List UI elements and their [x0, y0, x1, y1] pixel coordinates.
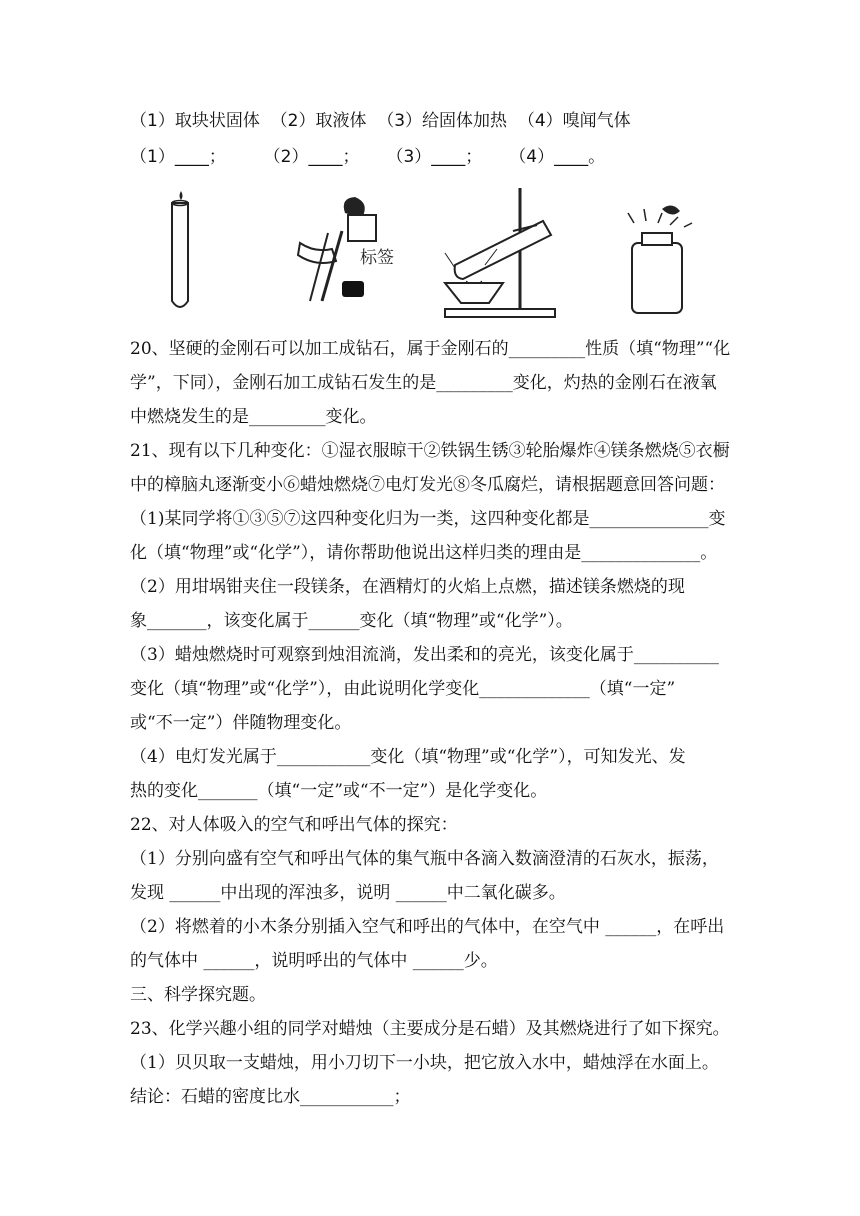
smelling-gas-figure — [600, 183, 720, 323]
q19-figures — [130, 183, 730, 323]
q22-line-4: （2）将燃着的小木条分别插入空气和呼出的气体中，在空气中 ______，在呼出 — [130, 917, 725, 937]
q21-line-1: 21、现有以下几种变化：①湿衣服晾干②铁锅生锈③轮胎爆炸④镁条燃烧⑤衣橱 — [130, 441, 730, 461]
q23-line-1: 23、化学兴趣小组的同学对蜡烛（主要成分是石蜡）及其燃烧进行了如下探究。 — [130, 1019, 730, 1039]
q19-operations: （1）取块状固体 （2）取液体 （3）给固体加热 （4）嗅闻气体 — [130, 111, 631, 131]
q21-line-5: （2）用坩埚钳夹住一段镁条，在酒精灯的火焰上点燃，描述镁条燃烧的现 — [130, 577, 685, 597]
q23-line-2: （1）贝贝取一支蜡烛，用小刀切下一小块，把它放入水中，蜡烛浮在水面上。 — [130, 1053, 719, 1073]
pouring-liquid-figure — [270, 183, 430, 318]
section-3-heading: 三、科学探究题。 — [130, 985, 266, 1005]
q21-line-6: 象_______，该变化属于______变化（填“物理”或“化学”）。 — [130, 611, 573, 631]
q21-line-10: （4）电灯发光属于___________变化（填“物理”或“化学”），可知发光、发 — [130, 747, 686, 767]
q21-line-2: 中的樟脑丸逐渐变小⑥蜡烛燃烧⑦电灯发光⑧冬瓜腐烂，请根据题意回答问题： — [130, 475, 725, 495]
q21-line-4: 化（填“物理”或“化学”），请你帮助他说出这样归类的理由是______________。 — [130, 543, 718, 563]
heating-solid-figure — [425, 183, 575, 323]
q22-line-3: 发现 ______中出现的浑浊多，说明 ______中二氧化碳多。 — [130, 883, 566, 903]
q21-line-9: 或“不一定”）伴随物理变化。 — [130, 713, 352, 733]
q20-line-3: 中燃烧发生的是_________变化。 — [130, 407, 377, 427]
test-tube-figure — [150, 183, 210, 318]
q21-line-7: （3）蜡烛燃烧时可观察到烛泪流淌，发出柔和的亮光，该变化属于__________ — [130, 645, 719, 665]
q21-line-3: （1)某同学将①③⑤⑦这四种变化归为一类，这四种变化都是______________变 — [130, 509, 726, 529]
q22-line-5: 的气体中 ______，说明呼出的气体中 ______少。 — [130, 951, 498, 971]
q23-line-3: 结论：石蜡的密度比水___________； — [130, 1087, 411, 1107]
q21-line-8: 变化（填“物理”或“化学”），由此说明化学变化_____________（填“一定” — [130, 679, 676, 699]
q22-line-2: （1）分别向盛有空气和呼出气体的集气瓶中各滴入数滴澄清的石灰水，振荡， — [130, 849, 719, 869]
q22-line-1: 22、对人体吸入的空气和呼出气体的探究： — [130, 815, 458, 835]
q20-line-2: 学”，下同），金刚石加工成钻石发生的是_________变化，灼热的金刚石在液氧 — [130, 373, 717, 393]
q19-answers: （1）____； （2）____； （3）____； （4）____。 — [130, 147, 606, 167]
label-text: 标签 — [360, 248, 394, 268]
q20-line-1: 20、坚硬的金刚石可以加工成钻石，属于金刚石的_________性质（填“物理”“化 — [130, 339, 731, 359]
q21-line-11: 热的变化_______（填“一定”或“不一定”）是化学变化。 — [130, 781, 548, 801]
